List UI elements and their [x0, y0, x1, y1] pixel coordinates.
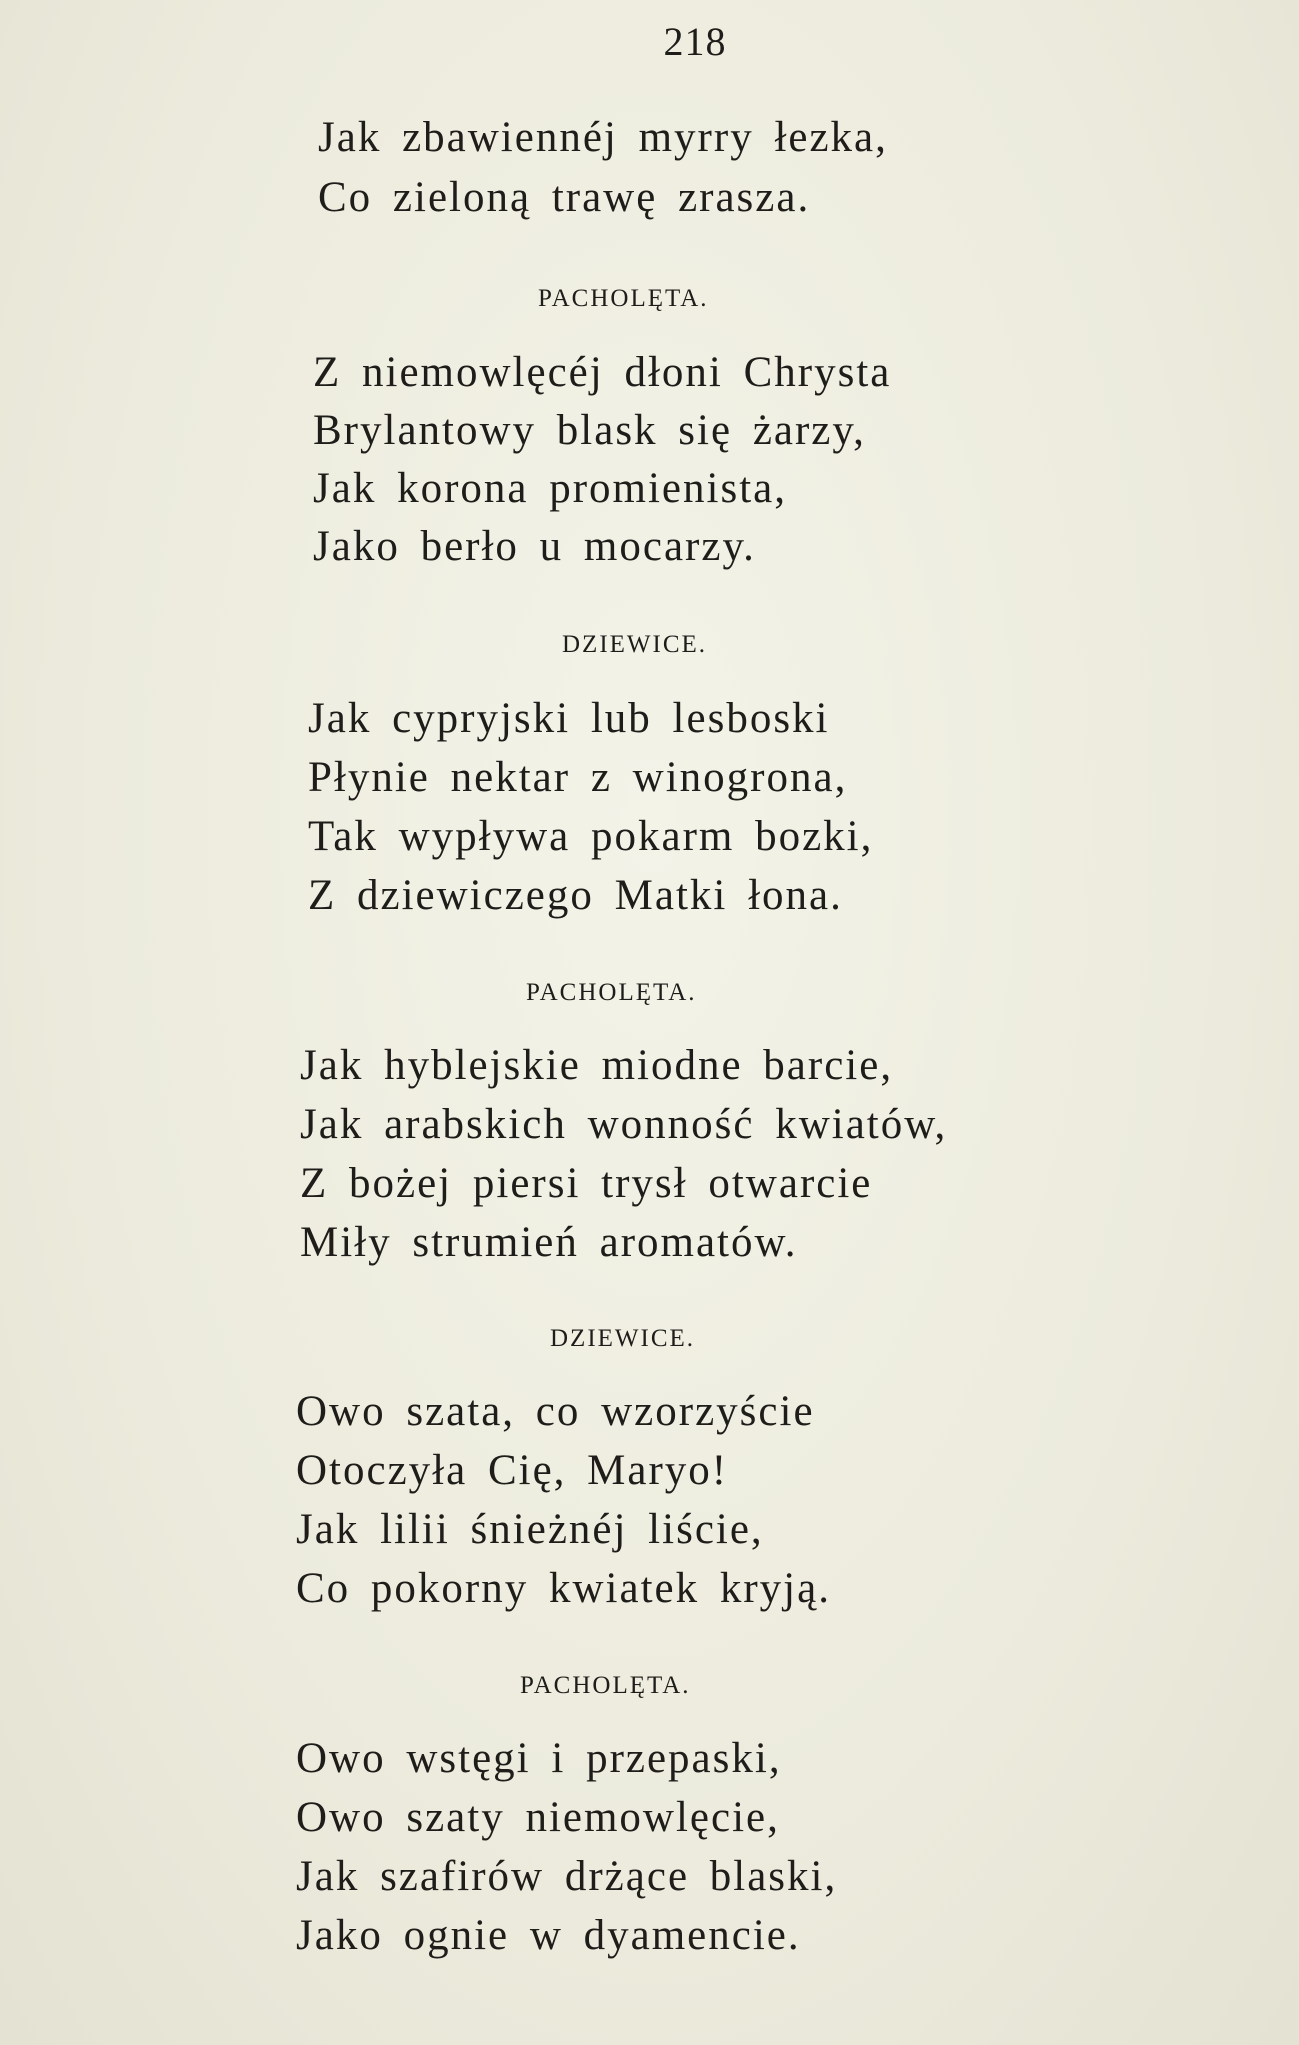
verse-line: Z niemowlęcéj dłoni Chrysta	[313, 349, 892, 396]
verse-line: Jak arabskich wonność kwiatów,	[300, 1101, 948, 1148]
verse-line: Jak lilii śnieżnéj liście,	[296, 1506, 764, 1553]
speaker-heading: PACHOLĘTA.	[526, 979, 697, 1006]
verse-line: Płynie nektar z winogrona,	[308, 754, 848, 801]
verse-line: Brylantowy blask się żarzy,	[313, 407, 866, 454]
verse-line: Miły strumień aromatów.	[300, 1219, 798, 1266]
verse-line: Jako ognie w dyamencie.	[296, 1912, 801, 1959]
speaker-heading: PACHOLĘTA.	[538, 285, 709, 312]
verse-line: Jak korona promienista,	[313, 465, 787, 512]
verse-line: Jak zbawiennéj myrry łezka,	[318, 114, 888, 161]
speaker-heading: DZIEWICE.	[550, 1325, 696, 1352]
page-number: 218	[663, 19, 727, 64]
verse-line: Jak cypryjski lub lesboski	[308, 695, 830, 742]
verse-line: Jak hyblejskie miodne barcie,	[300, 1042, 894, 1089]
verse-line: Co zieloną trawę zrasza.	[318, 174, 811, 221]
verse-line: Owo wstęgi i przepaski,	[296, 1735, 782, 1782]
verse-line: Owo szaty niemowlęcie,	[296, 1794, 780, 1841]
verse-line: Z dziewiczego Matki łona.	[308, 872, 843, 919]
verse-line: Owo szata, co wzorzyście	[296, 1388, 815, 1435]
verse-line: Jako berło u mocarzy.	[313, 523, 756, 570]
verse-line: Tak wypływa pokarm bozki,	[308, 813, 874, 860]
verse-line: Jak szafirów drżące blaski,	[296, 1853, 838, 1900]
speaker-heading: DZIEWICE.	[562, 631, 708, 658]
verse-line: Co pokorny kwiatek kryją.	[296, 1565, 831, 1612]
verse-line: Z bożej piersi trysł otwarcie	[300, 1160, 873, 1207]
verse-line: Otoczyła Cię, Maryo!	[296, 1447, 729, 1494]
speaker-heading: PACHOLĘTA.	[520, 1672, 691, 1699]
